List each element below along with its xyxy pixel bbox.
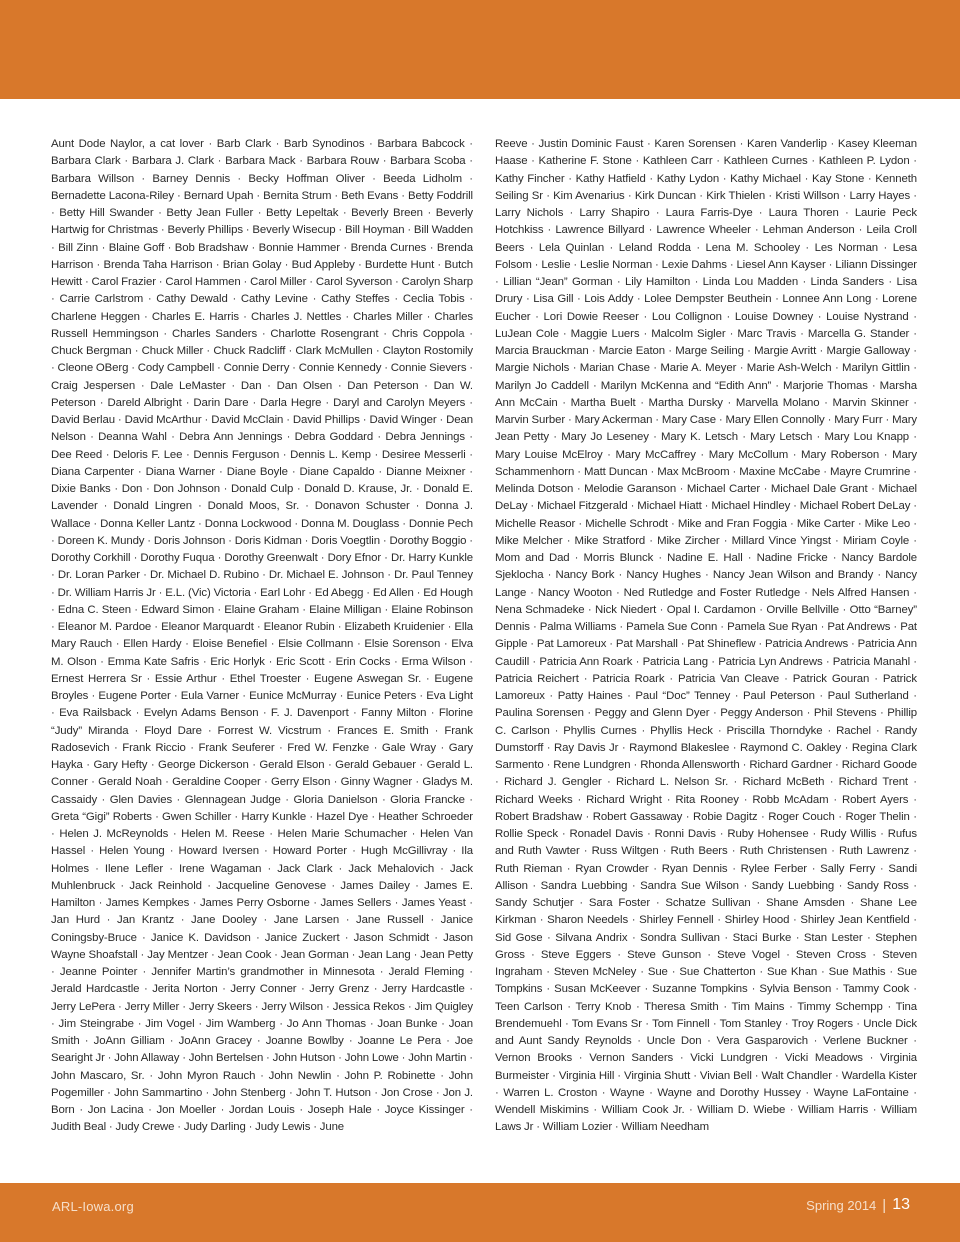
footer-separator: | [882, 1196, 887, 1214]
names-column-left: Aunt Dode Naylor, a cat lover · Barb Clark · Barb Synodinos · Barbara Babcock · Barbara Clark · Barbara J. Clark · Barbara Mack · Barbara Rouw · Barbara Scoba · Barbara Willson · Barney Dennis · Becky Hoffman Oliver · Beeda Lidholm · Bernadette Lacona-Riley · Bernard Upah · Bernita Strum · Beth Evans · Betty Foddrill · Betty Hill Swander · Betty Jean Fuller · Betty Lepeltak · Beverly Breen · Beverly Hartwig for Christmas · Beverly Phillips · Beverly Wisecup · Bill Hoyman · Bill Wadden · Bill Zinn · Blaine Goff · Bob Bradshaw · Bonnie Hammer · Brenda Curnes · Brenda Harrison · Brenda Taha Harrison · Brian Golay · Bud Appleby · Burdette Hunt · Butch Hewitt · Carol Frazier · Carol Hammen · Carol Miller · Carol Syverson · Carolyn Sharp · Carrie Carlstrom · Cathy Dewald · Cathy Levine · Cathy Steffes · Ceclia Tobis · Charlene Heggen · Charles E. Harris · Charles J. Nettles · Charles Miller · Charles Russell Hemmingson · Charles Sanders · Charlotte Rosengrant · Chris Coppola · Chuck Bergman · Chuck Miller · Chuck Radcliff · Clark McMullen · Clayton Rostomily · Cleone OBerg · Cody Campbell · Connie Derry · Connie Kennedy · Connie Sievers · Craig Jespersen · Dale LeMaster · Dan · Dan Olsen · Dan Peterson · Dan W. Peterson · Dareld Albright · Darin Dare · Darla Hegre · Daryl and Carolyn Meyers · David Berlau · David McArthur · David McClain · David Phillips · David Winger · Dean Nelson · Deanna Wahl · Debra Ann Jennings · Debra Goddard · Debra Jennings · Dee Reed · Deloris F. Lee · Dennis Ferguson · Dennis L. Kemp · Desiree Messerli · Diana Carpenter · Diana Warner · Diane Boyle · Diane Capaldo · Dianne Meixner · Dixie Banks · Don · Don Johnson · Donald Culp · Donald D. Krause, Jr. · Donald E. Lavender · Donald Lingren · Donald Moos, Sr. · Donavon Schuster · Donna J. Wallace · Donna Keller Lantz · Donna Lockwood · Donna M. Douglass · Donnie Pech · Doreen K. Mundy · Doris Johnson · Doris Kidman · Doris Voegtlin · Dorothy Boggio · Dorothy Corkhill · Dorothy Fuqua · Dorothy Greenwalt · Dory Efnor · Dr. Harry Kunkle · Dr. Loran Parker · Dr. Michael D. Rubino · Dr. Michael E. Johnson · Dr. Paul Tenney · Dr. William Harris Jr · E.L. (Vic) Victoria · Earl Lohr · Ed Abegg · Ed Allen · Ed Hough · Edna C. Steen · Edward Simon · Elaine Graham · Elaine Milligan · Elaine Robinson · Eleanor M. Pardoe · Eleanor Marquardt · Eleanor Rubin · Elizabeth Kruidenier · Ella Mary Rauch · Ellen Hardy · Eloise Benefiel · Elsie Collmann · Elsie Sorenson · Elva M. Olson · Emma Kate Safris · Eric Horlyk · Eric Scott · Erin Cocks · Erma Wilson · Ernest Herrera Sr · Essie Arthur · Ethel Troester · Eugene Aswegan Sr. · Eugene Broyles · Eugene Porter · Eula Varner · Eunice McMurray · Eunice Peters · Eva Light · Eva Railsback · Evelyn Adams Benson · F. J. Davenport · Fanny Milton · Florine “Judy” Miranda · Floyd Dare · Forrest W. Vicstrum · Frances E. Smith · Frank Radosevich · Frank Riccio · Frank Seuferer · Fred W. Fenzke · Gale Wray · Gary Hayka · Gary Hefty · George Dickerson · Gerald Elson · Gerald Gebauer · Gerald L. Conner · Gerald Noah · Geraldine Cooper · Gerry Elson · Ginny Wagner · Gladys M. Cassaidy · Glen Davies · Glennagean Judge · Gloria Danielson · Gloria Francke · Greta “Gigi” Roberts · Gwen Schiller · Harry Kunkle · Hazel Dye · Heather Schroeder · Helen J. McReynolds · Helen M. Reese · Helen Marie Schumacher · Helen Van Hassel · Helen Young · Howard Iversen · Howard Porter · Hugh McGillivray · Ila Holmes · Ilene Lefler · Irene Wagaman · Jack Clark · Jack Mehalovich · Jack Muhlenbruck · Jack Reinhold · Jacqueline Genovese · James Dailey · James E. Hamilton · James Kempkes · James Perry Osborne · James Sellers · James Yeast · Jan Hurd · Jan Krantz · Jane Dooley · Jane Larsen · Jane Russell · Janice Coningsby-Bruce · Janice K. Davidson · Janice Zuckert · Jason Schmidt · Jason Wayne Shoafstall · Jay Mentzer · Jean Cook · Jean Gorman · Jean Lang · Jean Petty · Jeanne Pointer · Jennifer Martin’s grandmother in Minnesota · Jerald Fleming · Jerald Hardcastle · Jerita Norton · Jerry Conner · Jerry Grenz · Jerry Hardcastle · Jerry LePera · Jerry Miller · Jerry Skeers · Jerry Wilson · Jessica Rekos · Jim Quigley · Jim Steingrabe · Jim Vogel · Jim Wamberg · Jo Ann Thomas · Joan Bunke · Joan Smith · JoAnn Gilliam · JoAnn Gracey · Joanne Bowlby · Joanne Le Pera · Joe Searight Jr · John Allaway · John Bertelsen · John Hutson · John Lowe · John Martin · John Mascaro, Sr. · John Myron Rauch · John Newlin · John P. Robinette · John Pogemiller · John Sammartino · John Stenberg · John T. Hutson · Jon Crose · Jon J. Born · Jon Lacina · Jon Moeller · Jordan Louis · Joseph Hale · Joyce Kissinger · Judith Beal · Judy Crewe · Judy Darling · Judy Lewis · June [51, 138, 473, 1134]
footer-website: ARL-Iowa.org [52, 1199, 134, 1214]
names-column-right: Reeve · Justin Dominic Faust · Karen Sorensen · Karen Vanderlip · Kasey Kleeman Haase · Katherine F. Stone · Kathleen Carr · Kathleen Curnes · Kathleen P. Lydon · Kathy Fincher · Kathy Hatfield · Kathy Lydon · Kathy Michael · Kay Stone · Kenneth Seiling Sr · Kim Avenarius · Kirk Duncan · Kirk Thielen · Kristi Willson · Larry Hayes · Larry Nichols · Larry Shapiro · Laura Farris-Dye · Laura Thoren · Laurie Peck Hotchkiss · Lawrence Billyard · Lawrence Wheeler · Lehman Anderson · Leila Croll Beers · Lela Quinlan · Leland Rodda · Lena M. Schooley · Les Norman · Lesa Folsom · Leslie · Leslie Norman · Lexie Dahms · Liesel Ann Kayser · Liliann Dissinger · Lillian “Jean” Gorman · Lily Hamilton · Linda Lou Madden · Linda Sanders · Lisa Drury · Lisa Gill · Lois Addy · Lolee Dempster Beuthein · Lonnee Ann Long · Lorene Eucher · Lori Dowie Reeser · Lou Collignon · Louise Downey · Louise Nystrand · LuJean Cole · Maggie Luers · Malcolm Sigler · Marc Travis · Marcella G. Stander · Marcia Brauckman · Marcie Eaton · Marge Seiling · Margie Avritt · Margie Galloway · Margie Nichols · Marian Chase · Marie A. Meyer · Marie Ash-Welch · Marilyn Gittlin · Marilyn Jo Caddell · Marilyn McKenna and “Edith Ann” · Marjorie Thomas · Marsha Ann McCain · Martha Buelt · Martha Dursky · Marvella Molano · Marvin Skinner · Marvin Surber · Mary Ackerman · Mary Case · Mary Ellen Connolly · Mary Furr · Mary Jean Petty · Mary Jo Leseney · Mary K. Letsch · Mary Letsch · Mary Lou Knapp · Mary Louise McElroy · Mary McCaffrey · Mary McCollum · Mary Roberson · Mary Schammenhorn · Matt Duncan · Max McBroom · Maxine McCabe · Mayre Crumrine · Melinda Dotson · Melodie Garanson · Michael Carter · Michael Dale Grant · Michael DeLay · Michael Fitzgerald · Michael Hiatt · Michael Hindley · Michael Robert DeLay · Michelle Reasor · Michelle Schrodt · Mike and Fran Foggia · Mike Carter · Mike Leo · Mike Melcher · Mike Stratford · Mike Zircher · Millard Vince Yingst · Miriam Coyle · Mom and Dad · Morris Blunck · Nadine E. Hall · Nadine Fricke · Nancy Bardole Sjeklocha · Nancy Bork · Nancy Hughes · Nancy Jean Wilson and Brandy · Nancy Lange · Nancy Wooton · Ned Rutledge and Foster Rutledge · Nels Alfred Hansen · Nena Schmadeke · Nick Niedert · Opal I. Cardamon · Orville Bellville · Otto “Barney” Dennis · Palma Williams · Pamela Sue Conn · Pamela Sue Ryan · Pat Andrews · Pat Gipple · Pat Lamoreux · Pat Marshall · Pat Shineflew · Patricia Andrews · Patricia Ann Caudill · Patricia Ann Roark · Patricia Lang · Patricia Lyn Andrews · Patricia Manahl · Patricia Reichert · Patricia Roark · Patricia Van Cleave · Patrick Gouran · Patrick Lamoreux · Patty Haines · Paul “Doc” Tenney · Paul Peterson · Paul Sutherland · Paulina Sorensen · Peggy and Glenn Dyer · Peggy Anderson · Phil Stevens · Phillip C. Carlson · Phyllis Curnes · Phyllis Heck · Priscilla Thorndyke · Rachel · Randy Dumstorff · Ray Davis Jr · Raymond Blakeslee · Raymond C. Oakley · Regina Clark Sarmento · Rene Lundgren · Rhonda Allensworth · Richard Gardner · Richard Goode · Richard J. Gengler · Richard L. Nelson Sr. · Richard McBeth · Richard Trent · Richard Weeks · Richard Wright · Rita Rooney · Robb McAdam · Robert Ayers · Robert Bradshaw · Robert Gassaway · Robie Dagitz · Roger Couch · Roger Thelin · Rollie Speck · Ronadel Davis · Ronni Davis · Ruby Hohensee · Rudy Willis · Rufus and Ruth Vawter · Russ Wiltgen · Ruth Beers · Ruth Christensen · Ruth Lawrenz · Ruth Rieman · Ryan Crowder · Ryan Dennis · Rylee Ferber · Sally Ferry · Sandi Allison · Sandra Luebbing · Sandra Sue Wilson · Sandy Luebbing · Sandy Ross · Sandy Schutjer · Sara Foster · Schatze Sullivan · Shane Amsden · Shane Lee Kirkman · Sharon Needels · Shirley Fennell · Shirley Hood · Shirley Jean Kentfield · Sid Gose · Silvana Andrix · Sondra Sullivan · Staci Burke · Stan Lester · Stephen Gross · Steve Eggers · Steve Gunson · Steve Vogel · Steven Cross · Steven Ingraham · Steven McNeley · Sue · Sue Chatterton · Sue Khan · Sue Mathis · Sue Tompkins · Susan McKeever · Suzanne Tompkins · Sylvia Benson · Tammy Cook · Teen Carlson · Terry Knob · Theresa Smith · Tim Mains · Timmy Schempp · Tina Brendemuehl · Tom Evans Sr · Tom Finnell · Tom Stanley · Troy Rogers · Uncle Dick and Aunt Sandy Reynolds · Uncle Don · Vera Gasparovich · Verlene Buckner · Vernon Brooks · Vernon Sanders · Vicki Lundgren · Vicki Meadows · Virginia Burmeister · Virginia Hill · Virginia Shutt · Vivian Bell · Walt Chandler · Wardella Kister · Warren L. Croston · Wayne · Wayne and Dorothy Hussey · Wayne LaFontaine · Wendell Miskimins · William Cook Jr. · William D. Wiebe · William Harris · William Laws Jr · William Lozier · William Needham [495, 138, 917, 1134]
footer-page-info [806, 1196, 910, 1214]
names-list [51, 136, 918, 1160]
header-band [0, 0, 960, 99]
page-number: 13 [892, 1196, 910, 1213]
footer-issue: Spring 2014 [806, 1197, 877, 1213]
